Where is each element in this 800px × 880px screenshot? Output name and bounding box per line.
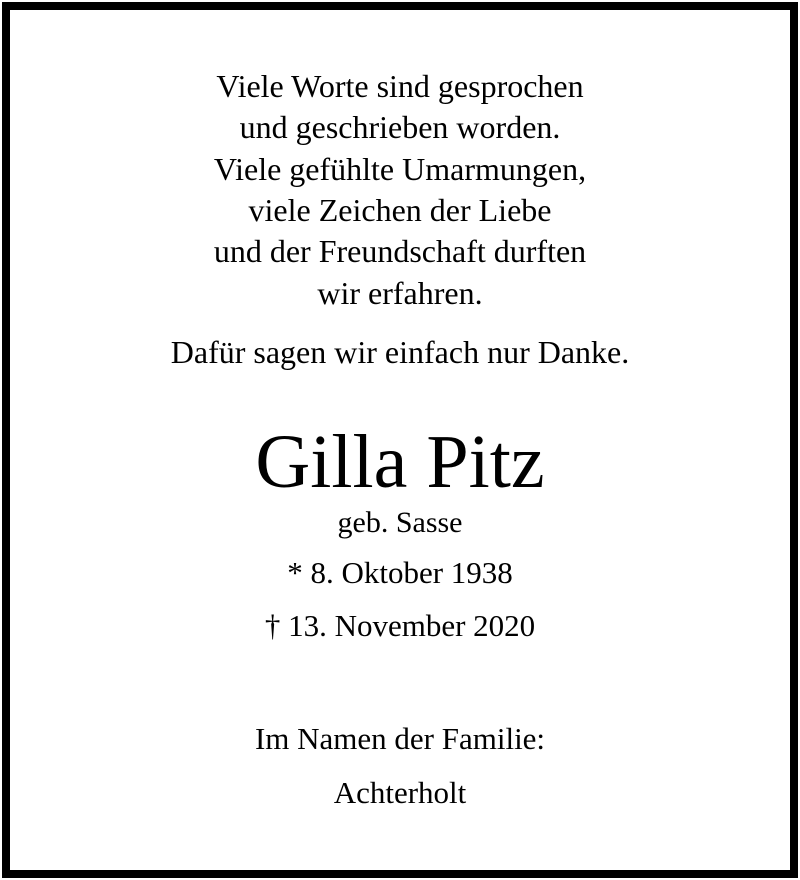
birth-name: geb. Sasse — [337, 506, 463, 539]
poem-line-6: wir erfahren. — [317, 275, 483, 311]
poem-line-1: Viele Worte sind gesprochen — [216, 68, 584, 104]
poem-line-5: und der Freundschaft durften — [213, 233, 587, 269]
death-date: † 13. November 2020 — [264, 608, 536, 643]
thanks-line: Dafür sagen wir einfach nur Danke. — [170, 334, 630, 370]
poem-line-4: viele Zeichen der Liebe — [248, 192, 552, 228]
obituary-notice — [2, 2, 798, 878]
poem-line-3: Viele gefühlte Umarmungen, — [213, 151, 587, 187]
birth-date: * 8. Oktober 1938 — [287, 555, 513, 590]
poem-line-2: und geschrieben worden. — [239, 109, 561, 145]
signature-intro: Im Namen der Familie: — [254, 721, 546, 756]
family-name: Achterholt — [333, 775, 467, 810]
deceased-name: Gilla Pitz — [255, 420, 545, 504]
